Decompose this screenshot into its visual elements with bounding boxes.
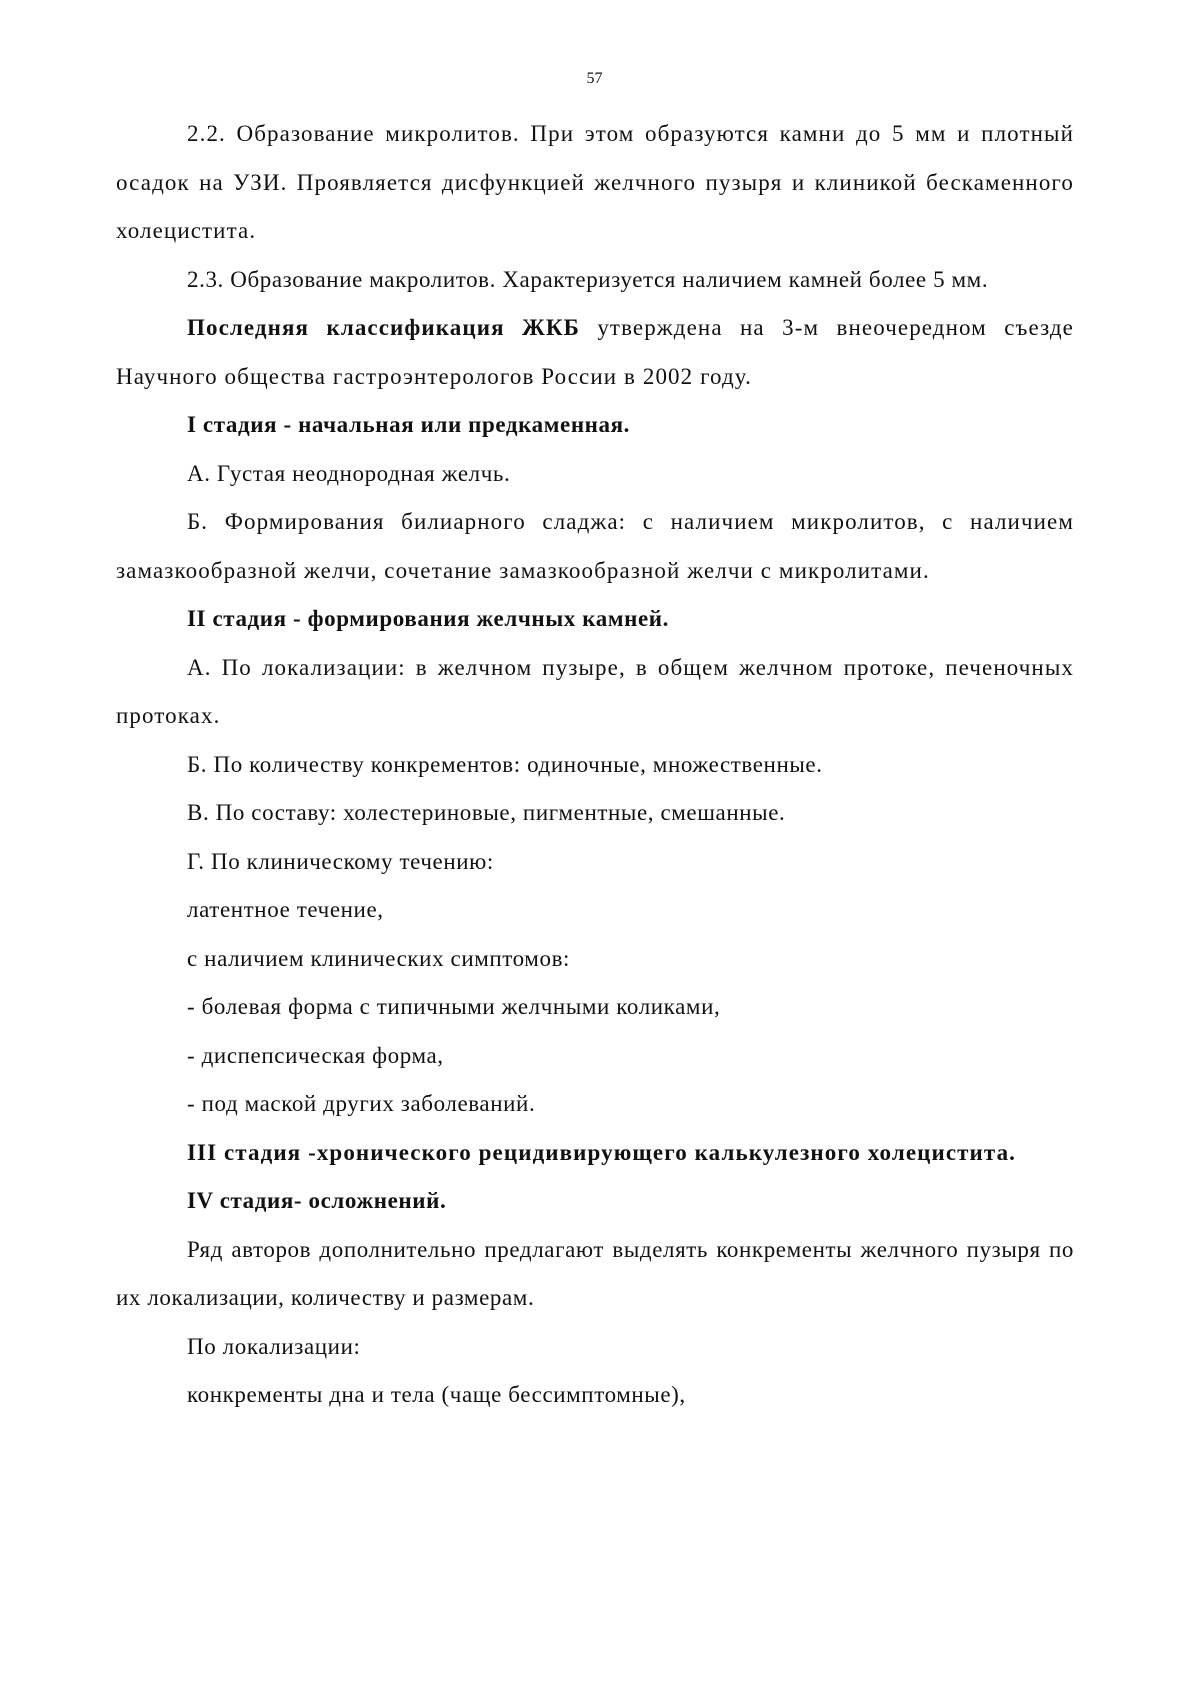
stage-2-heading: II стадия - формирования желчных камней. bbox=[187, 606, 669, 631]
by-localization-label: По локализации: bbox=[187, 1333, 361, 1359]
paragraph-authors: Ряд авторов дополнительно предлагают выделять конкременты желчного пузыря по их локализации, количеству и размерам. bbox=[116, 1236, 1074, 1310]
stage-1-item-a: А. Густая неоднородная желчь. bbox=[187, 460, 511, 486]
classification-text: утверждена на 3-м внеочередном съезде Научного общества гастроэнтерологов России в 2002 году. bbox=[116, 315, 1074, 389]
stage-2-item-d-3: - болевая форма с типичными желчными коликами, bbox=[187, 994, 721, 1019]
classification-title: Последняя классификация ЖКБ bbox=[187, 315, 580, 340]
document-body bbox=[116, 110, 1074, 1420]
stage-4-heading: IV стадия- осложнений. bbox=[187, 1188, 447, 1213]
paragraph-macroliths: 2.3. Образование макролитов. Характеризуется наличием камней более 5 мм. bbox=[187, 266, 989, 292]
stage-2-item-d-5: - под маской других заболеваний. bbox=[187, 1091, 536, 1116]
stage-2-item-c: В. По составу: холестериновые, пигментные, смешанные. bbox=[187, 800, 786, 825]
stage-1-heading: I стадия - начальная или предкаменная. bbox=[187, 412, 631, 437]
stage-2-item-a: А. По локализации: в желчном пузыре, в общем желчном протоке, печеночных протоках. bbox=[116, 654, 1074, 728]
stage-2-item-b: Б. По количеству конкрементов: одиночные, множественные. bbox=[187, 751, 823, 777]
paragraph-microliths: 2.2. Образование микролитов. При этом образуются камни до 5 мм и плотный осадок на УЗИ. Проявляется дисфункцией желчного пузыря и клиникой бескаменного холецистита. bbox=[116, 121, 1074, 243]
stage-2-item-d-1: латентное течение, bbox=[187, 897, 384, 922]
concrements-item: конкременты дна и тела (чаще бессимптомные), bbox=[187, 1382, 686, 1407]
stage-2-item-d-4: - диспепсическая форма, bbox=[187, 1042, 444, 1068]
stage-1-item-b: Б. Формирования билиарного сладжа: с наличием микролитов, с наличием замазкообразной желчи, сочетание замазкообразной желчи с микролитами. bbox=[116, 509, 1074, 583]
paragraph-classification bbox=[116, 304, 1074, 401]
page-number: 57 bbox=[586, 70, 603, 87]
stage-2-item-d-2: с наличием клинических симптомов: bbox=[187, 945, 571, 971]
stage-2-item-d: Г. По клиническому течению: bbox=[187, 848, 494, 874]
stage-3-heading: III стадия -хронического рецидивирующего калькулезного холецистита. bbox=[187, 1139, 1017, 1165]
